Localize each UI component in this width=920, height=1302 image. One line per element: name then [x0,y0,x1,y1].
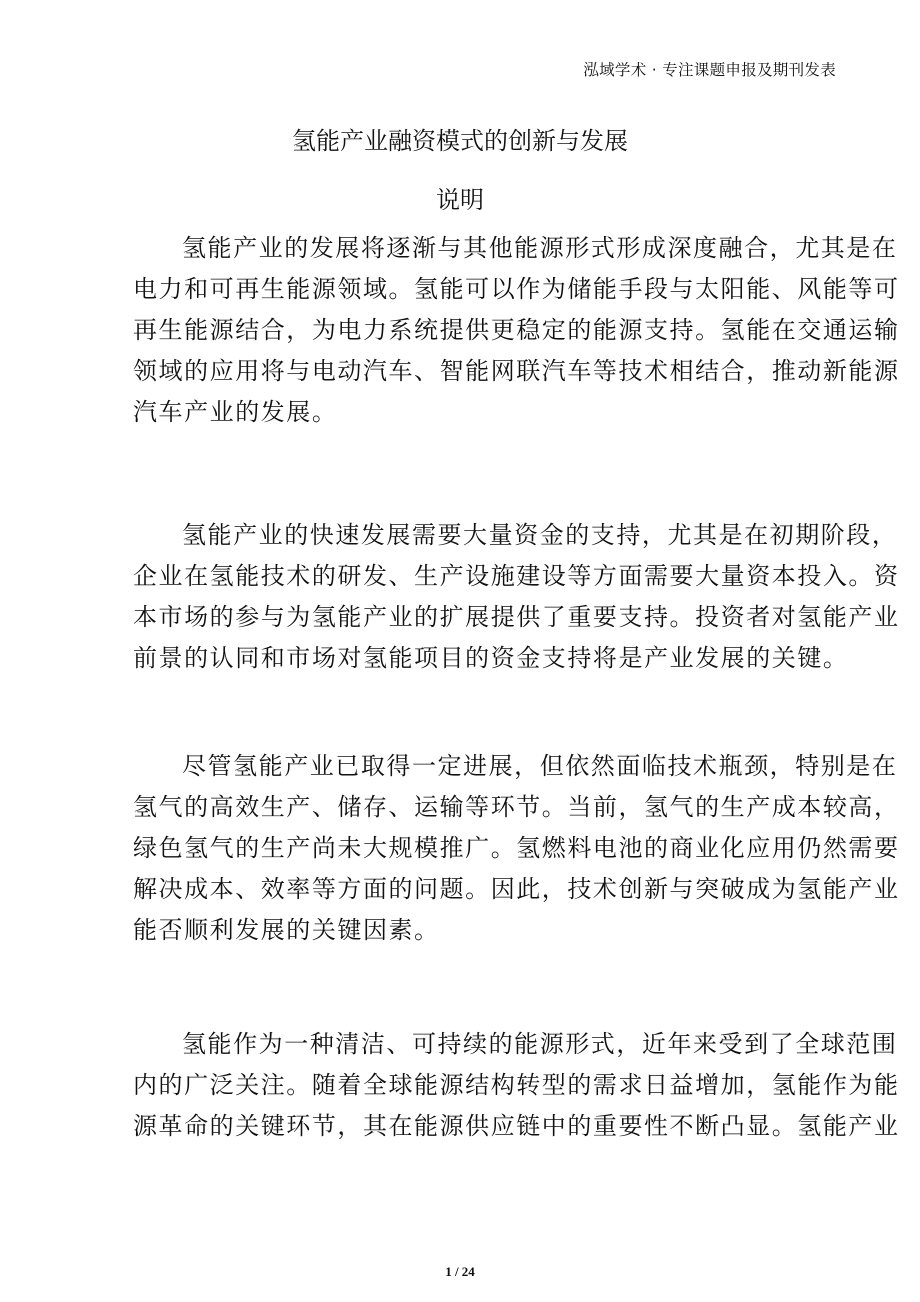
paragraph-line: 源革命的关键环节，其在能源供应链中的重要性不断凸显。氢能产业 [133,1112,900,1140]
paragraph-line: 电力和可再生能源领域。氢能可以作为储能手段与太阳能、风能等可 [133,275,900,303]
paragraph-line: 尽管氢能产业已取得一定进展，但依然面临技术瓶颈，特别是在 [182,752,898,780]
paragraph-line: 前景的认同和市场对氢能项目的资金支持将是产业发展的关键。 [133,644,849,672]
paragraph-4 [84,1024,900,1147]
paragraph-line: 氢气的高效生产、储存、运输等环节。当前，氢气的生产成本较高， [133,793,900,821]
paragraph-line: 氢能作为一种清洁、可持续的能源形式，近年来受到了全球范围 [182,1030,898,1058]
section-heading: 说明 [436,186,484,214]
page-number: 1 / 24 [445,1264,475,1279]
paragraph-line: 再生能源结合，为电力系统提供更稳定的能源支持。氢能在交通运输 [133,316,900,344]
paragraph-3 [84,746,900,951]
paragraph-line: 企业在氢能技术的研发、生产设施建设等方面需要大量资本投入。资 [133,562,900,590]
paragraph-line: 能否顺利发展的关键因素。 [133,916,440,944]
document-title: 氢能产业融资模式的创新与发展 [292,127,628,155]
paragraph-line: 领域的应用将与电动汽车、智能网联汽车等技术相结合，推动新能源 [133,357,900,385]
paragraph-1 [84,228,900,433]
paragraph-line: 本市场的参与为氢能产业的扩展提供了重要支持。投资者对氢能产业 [133,603,900,631]
paragraph-2 [84,515,900,679]
paragraph-line: 内的广泛关注。随着全球能源结构转型的需求日益增加，氢能作为能 [133,1071,900,1099]
paragraph-line: 氢能产业的发展将逐渐与其他能源形式形成深度融合，尤其是在 [182,234,898,262]
paragraph-line: 汽车产业的发展。 [133,398,338,426]
paragraph-line: 氢能产业的快速发展需要大量资金的支持，尤其是在初期阶段， [182,521,898,549]
paragraph-line: 绿色氢气的生产尚未大规模推广。氢燃料电池的商业化应用仍然需要 [133,834,900,862]
paragraph-line: 解决成本、效率等方面的问题。因此，技术创新与突破成为氢能产业 [133,875,900,903]
page-header: 泓域学术 · 专注课题申报及期刊发表 [583,61,836,79]
